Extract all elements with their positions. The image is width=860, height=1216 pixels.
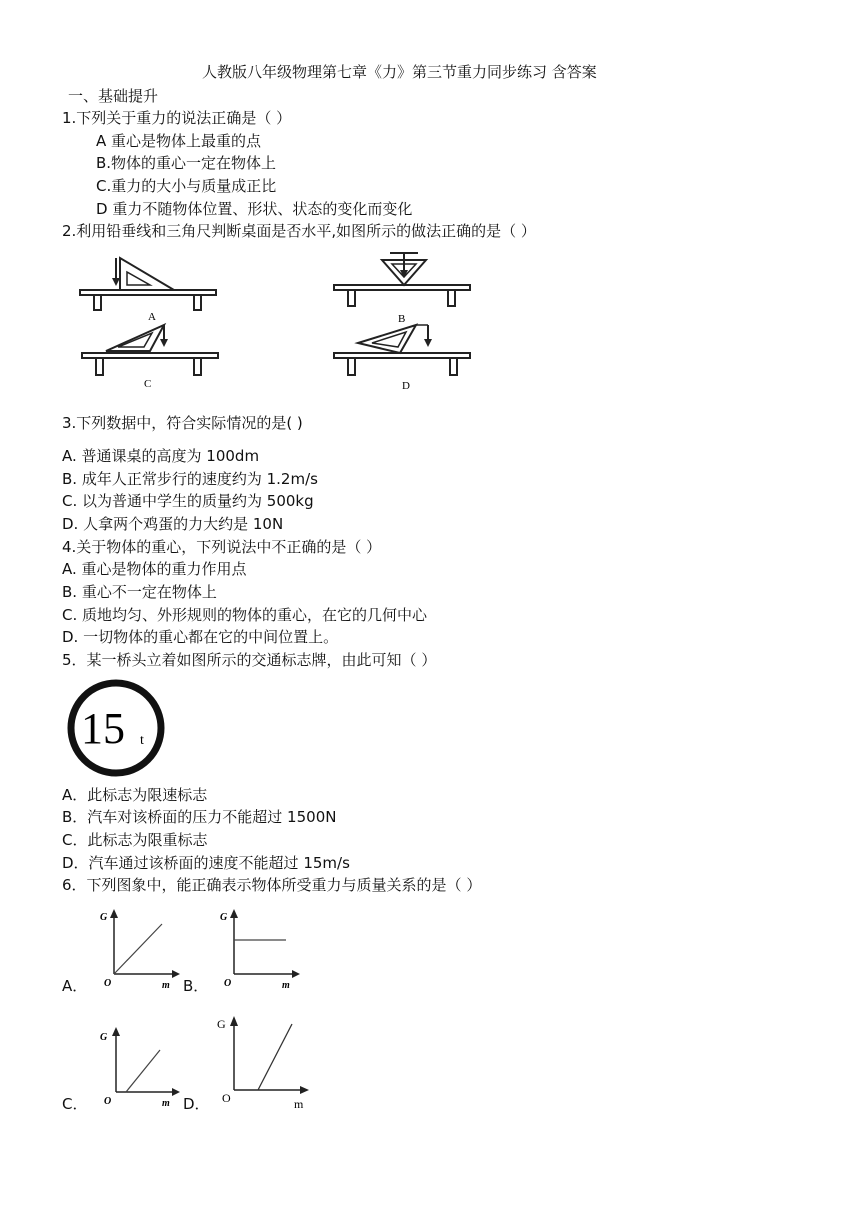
svg-text:m: m	[294, 1097, 304, 1111]
question-5-option-c: C．此标志为限重标志	[62, 831, 208, 849]
question-4-stem: 4.关于物体的重心，下列说法中不正确的是（ ）	[62, 538, 382, 556]
page-title: 人教版八年级物理第七章《力》第三节重力同步练习 含答案	[202, 63, 597, 81]
sign-number: 15	[81, 704, 125, 753]
svg-text:O: O	[224, 978, 232, 989]
question-3-option-a: A. 普通课桌的高度为 100dm	[62, 447, 260, 465]
section-heading: 一、基础提升	[68, 87, 159, 105]
question-4-option-b: B. 重心不一定在物体上	[62, 583, 217, 601]
question-4-option-c: C. 质地均匀、外形规则的物体的重心，在它的几何中心	[62, 606, 428, 624]
svg-text:G: G	[100, 1032, 108, 1043]
question-1-option-d: D 重力不随物体位置、形状、状态的变化而变化	[96, 200, 413, 218]
question-3-option-b: B. 成年人正常步行的速度约为 1.2m/s	[62, 470, 318, 488]
q2-figure-d	[330, 315, 480, 395]
sign-unit: t	[140, 733, 144, 748]
q2-label-d: D	[402, 380, 410, 392]
graph-b-label: B．	[183, 977, 209, 995]
svg-text:m: m	[162, 980, 170, 991]
graph-a	[96, 906, 186, 990]
graph-a-label: A．	[62, 977, 88, 995]
svg-text:G: G	[220, 912, 228, 923]
graph-d-label: D．	[183, 1095, 210, 1113]
question-1-option-c: C.重力的大小与质量成正比	[96, 177, 277, 195]
question-3-stem: 3.下列数据中，符合实际情况的是( )	[62, 414, 303, 432]
question-3-option-c: C. 以为普通中学生的质量约为 500kg	[62, 492, 314, 510]
svg-text:G: G	[100, 912, 108, 923]
q2-label-c: C	[144, 378, 152, 390]
question-3-option-d: D. 人拿两个鸡蛋的力大约是 10N	[62, 515, 284, 533]
graph-b	[216, 906, 306, 990]
graph-c-label: C．	[62, 1095, 88, 1113]
question-1-option-a: A 重心是物体上最重的点	[96, 132, 262, 150]
question-2-stem: 2.利用铅垂线和三角尺判断桌面是否水平,如图所示的做法正确的是（ ）	[62, 222, 536, 240]
question-5-stem: 5．某一桥头立着如图所示的交通标志牌，由此可知（ ）	[62, 651, 437, 669]
question-4-option-d: D. 一切物体的重心都在它的中间位置上。	[62, 628, 339, 646]
question-5-option-d: D．汽车通过该桥面的速度不能超过 15m/s	[62, 854, 350, 872]
svg-text:m: m	[282, 980, 290, 991]
svg-text:m: m	[162, 1098, 170, 1109]
weight-limit-sign	[66, 680, 170, 780]
question-1-stem: 1.下列关于重力的说法正确是（ ）	[62, 109, 292, 127]
svg-text:O: O	[104, 978, 112, 989]
svg-text:G: G	[217, 1017, 226, 1031]
question-5-option-a: A．此标志为限速标志	[62, 786, 208, 804]
question-1-option-b: B.物体的重心一定在物体上	[96, 154, 277, 172]
q2-label-b: B	[398, 313, 406, 325]
q2-figure-c	[78, 315, 228, 395]
svg-text:O: O	[104, 1096, 112, 1107]
graph-c	[96, 1022, 186, 1108]
svg-text:O: O	[222, 1091, 231, 1105]
q2-figure-a	[76, 250, 226, 323]
q2-figure-b	[330, 250, 480, 325]
question-6-stem: 6．下列图象中，能正确表示物体所受重力与质量关系的是（ ）	[62, 876, 482, 894]
question-4-option-a: A. 重心是物体的重力作用点	[62, 560, 247, 578]
graph-d	[214, 1012, 314, 1112]
q2-label-a: A	[148, 311, 156, 323]
question-5-option-b: B．汽车对该桥面的压力不能超过 1500N	[62, 808, 337, 826]
